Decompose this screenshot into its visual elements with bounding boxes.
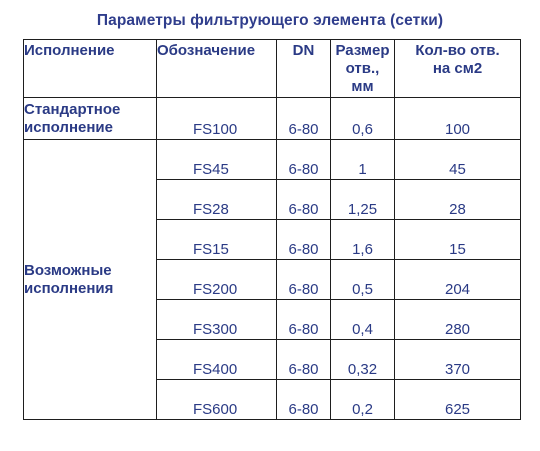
cell-kolvo: 15 <box>395 220 521 260</box>
header-razmer-line3: мм <box>351 78 374 95</box>
cell-kolvo: 204 <box>395 260 521 300</box>
cell-dn: 6-80 <box>277 220 331 260</box>
cell-kolvo: 100 <box>395 98 521 140</box>
cell-oboznachenie: FS100 <box>157 98 277 140</box>
header-razmer-line1: Размер <box>335 42 390 59</box>
cell-kolvo: 280 <box>395 300 521 340</box>
cell-oboznachenie: FS600 <box>157 380 277 420</box>
cell-oboznachenie: FS45 <box>157 140 277 180</box>
cell-razmer: 0,4 <box>331 300 395 340</box>
cell-dn: 6-80 <box>277 340 331 380</box>
cell-razmer: 0,6 <box>331 98 395 140</box>
cell-dn: 6-80 <box>277 260 331 300</box>
cell-kolvo: 28 <box>395 180 521 220</box>
header-dn <box>277 40 331 98</box>
group-possible-line1: Возможные <box>24 261 112 279</box>
cell-oboznachenie: FS15 <box>157 220 277 260</box>
header-kolvo-line2: на см2 <box>432 60 483 77</box>
cell-oboznachenie: FS300 <box>157 300 277 340</box>
header-oboznachenie <box>157 40 277 98</box>
header-oboznachenie-label: Обозначение <box>157 42 256 59</box>
group-possible <box>24 140 157 420</box>
cell-oboznachenie: FS200 <box>157 260 277 300</box>
cell-dn: 6-80 <box>277 380 331 420</box>
cell-kolvo: 625 <box>395 380 521 420</box>
cell-dn: 6-80 <box>277 180 331 220</box>
table-header-row <box>24 40 521 98</box>
cell-razmer: 0,5 <box>331 260 395 300</box>
cell-razmer: 0,32 <box>331 340 395 380</box>
header-ispolnenie <box>24 40 157 98</box>
header-razmer <box>331 40 395 98</box>
cell-dn: 6-80 <box>277 300 331 340</box>
group-standard <box>24 98 157 140</box>
cell-dn: 6-80 <box>277 98 331 140</box>
cell-dn: 6-80 <box>277 140 331 180</box>
group-standard-line2: исполнение <box>24 118 113 136</box>
table-row <box>24 140 521 180</box>
cell-kolvo: 45 <box>395 140 521 180</box>
cell-razmer: 1,6 <box>331 220 395 260</box>
header-kolvo <box>395 40 521 98</box>
group-standard-line1: Стандартное <box>24 100 121 118</box>
cell-oboznachenie: FS400 <box>157 340 277 380</box>
page-title: Параметры фильтрующего элемента (сетки) <box>96 12 444 29</box>
header-razmer-line2: отв., <box>345 60 380 77</box>
cell-oboznachenie: FS28 <box>157 180 277 220</box>
cell-kolvo: 370 <box>395 340 521 380</box>
header-dn-label: DN <box>292 42 315 59</box>
cell-razmer: 1,25 <box>331 180 395 220</box>
table-row <box>24 98 521 140</box>
group-possible-line2: исполнения <box>24 279 114 297</box>
cell-razmer: 0,2 <box>331 380 395 420</box>
header-ispolnenie-label: Исполнение <box>24 42 115 59</box>
header-kolvo-line1: Кол-во отв. <box>415 42 500 59</box>
filter-parameters-table <box>23 39 521 420</box>
cell-razmer: 1 <box>331 140 395 180</box>
